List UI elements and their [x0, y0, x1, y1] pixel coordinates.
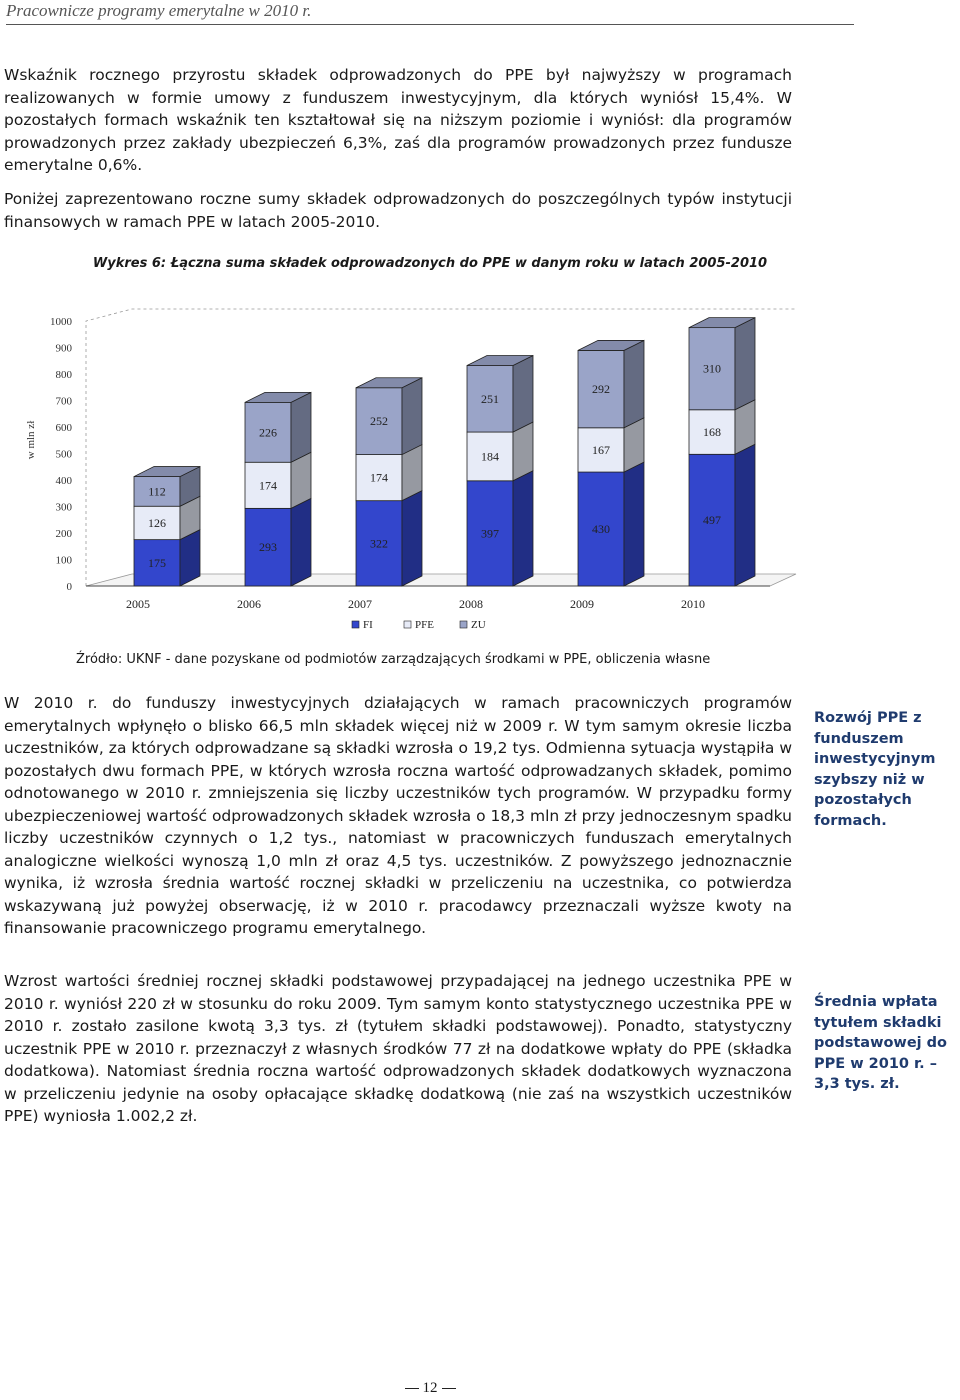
- x-tick-label: 2009: [570, 597, 594, 611]
- x-tick-label: 2005: [126, 597, 150, 611]
- y-tick-label: 0: [66, 581, 72, 593]
- page-number-value: 12: [422, 1380, 438, 1396]
- page-header: [6, 0, 854, 25]
- paragraph-2: Poniżej zaprezentowano roczne sumy składek odprowadzonych do poszczególnych typów instytucji finansowych w ramach PPE w latach 2005-2010.: [4, 190, 792, 231]
- chart-source: Źródło: UKNF - dane pozyskane od podmiotów zarządzających środkami w PPE, obliczenia własne: [76, 652, 711, 667]
- data-label-zu-2009: 292: [592, 382, 610, 397]
- sidenote-average-contribution: Średnia wpłata tytułem składki podstawowej do PPE w 2010 r. – 3,3 tys. zł.: [814, 994, 948, 1092]
- stacked-bar-chart: [0, 280, 860, 650]
- data-label-fi-2008: 397: [481, 526, 499, 541]
- data-label-fi-2006: 293: [259, 540, 277, 555]
- legend-swatch-pfe: [404, 621, 411, 628]
- data-label-pfe-2007: 174: [370, 470, 388, 485]
- bar-side-fi-2008: [513, 471, 533, 586]
- page-number: [400, 1380, 460, 1397]
- x-tick-label: 2010: [681, 597, 705, 611]
- y-tick-label: 700: [55, 395, 72, 408]
- data-label-fi-2010: 497: [703, 513, 721, 528]
- bar-side-fi-2010: [735, 444, 755, 586]
- y-tick-label: 900: [55, 342, 72, 355]
- y-axis-label: w mln zł: [25, 420, 37, 460]
- x-tick-label: 2006: [237, 597, 261, 611]
- paragraph-3: W 2010 r. do funduszy inwestycyjnych działających w ramach pracowniczych programów emerytalnych wpłynęło o blisko 66,5 mln składek więcej niż w 2009 r. W tym samym okresie liczba uczestników, za których odprowadzane są składki wzrosła o 19,2 tys. Odmienna sytuacja wystąpiła w pozostałych dwu formach PPE, w których wzrosła roczna wartość odprowadzanych składek, pomimo odnotowanego w 2010 r. zmniejszenia się liczby uczestników tych programów. W przypadku formy ubezpieczeniowej wartość odprowadzonych składek wzrosła o 18,3 mln zł przy jednoczesnym spadku liczby uczestników czynnych o 1,2 tys., natomiast w pracowniczych funduszach emerytalnych analogiczne wielkości wynoszą 1,0 mln zł oraz 4,5 tys. uczestników. Z powyższego jednoznacznie wynika, iż wzrosła średnia wartość rocznej składki w przeliczeniu na uczestnika, co potwierdza wskazywaną już powyżej obserwację, iż w 2010 r. pracodawcy przeznaczali wyższe kwoty na finansowanie pracowniczego programu emerytalnego.: [4, 694, 792, 937]
- data-label-pfe-2008: 184: [481, 449, 499, 464]
- data-label-fi-2005: 175: [148, 555, 166, 570]
- paragraph-4: Wzrost wartości średniej rocznej składki podstawowej przypadającej na jednego uczestnika PPE w 2010 r. wyniósł 220 zł w stosunku do roku 2009. Tym samym konto statystycznego uczestnika PPE w 2010 r. zostało zasilone kwotą 3,3 tys. zł (tytułem składki podstawowej). Ponadto, statystyczny uczestnik PPE w 2010 r. przeznaczył z własnych środków 77 zł na dodatkowe wpłaty do PPE (składka dodatkowa). Natomiast średnia roczna wartość odprowadzonych składek dodatkowych wyznaczona w przeliczeniu jedynie na osoby opłacające składkę dodatkową (nie zaś na wszystkich uczestników PPE) wyniosła 1.002,2 zł.: [4, 972, 792, 1125]
- data-label-pfe-2009: 167: [592, 442, 610, 457]
- y-tick-label: 800: [55, 369, 72, 381]
- data-label-zu-2007: 252: [370, 414, 388, 429]
- header-title: Pracownicze programy emerytalne w 2010 r.: [6, 1, 312, 20]
- data-label-zu-2010: 310: [703, 361, 721, 376]
- data-label-zu-2008: 251: [481, 391, 499, 406]
- data-label-pfe-2005: 126: [148, 515, 166, 530]
- data-label-pfe-2010: 168: [703, 425, 721, 440]
- bar-side-zu-2007: [402, 378, 422, 455]
- y-tick-label: 1000: [50, 316, 72, 328]
- y-tick-label: 500: [55, 448, 72, 461]
- x-tick-label: 2008: [459, 597, 483, 611]
- bar-side-zu-2008: [513, 356, 533, 433]
- y-tick-label: 200: [55, 528, 72, 540]
- bar-side-fi-2007: [402, 491, 422, 586]
- sidenote-fund-growth: Rozwój PPE z funduszem inwestycyjnym szybszy niż w pozostałych formach.: [814, 710, 936, 829]
- y-tick-label: 400: [55, 475, 72, 487]
- bar-side-zu-2009: [624, 340, 644, 427]
- y-tick-label: 600: [55, 422, 72, 434]
- bar-side-fi-2009: [624, 462, 644, 586]
- data-label-zu-2005: 112: [148, 484, 166, 499]
- y-tick-label: 300: [55, 501, 72, 514]
- bar-side-zu-2010: [735, 318, 755, 410]
- chart-title: Wykres 6: Łączna suma składek odprowadzonych do PPE w danym roku w latach 2005-2010: [92, 256, 768, 271]
- legend-label-fi: FI: [363, 619, 373, 631]
- data-label-fi-2007: 322: [370, 536, 388, 551]
- y-tick-label: 100: [55, 554, 72, 567]
- paragraph-1: Wskaźnik rocznego przyrostu składek odprowadzonych do PPE był najwyższy w programach realizowanych w formie umowy z funduszem inwestycyjnym, dla których wyniósł 15,4%. W pozostałych formach wskaźnik ten kształtował się na niższym poziomie i wyniósł: dla programów prowadzonych przez zakłady ubezpieczeń 6,3%, zaś dla programów prowadzonych przez fundusze emerytalne 0,6%.: [4, 66, 792, 174]
- data-label-pfe-2006: 174: [259, 478, 277, 493]
- data-label-fi-2009: 430: [592, 522, 610, 537]
- legend-label-zu: ZU: [471, 619, 486, 631]
- legend-swatch-fi: [352, 621, 359, 628]
- bar-side-zu-2006: [291, 392, 311, 462]
- legend-label-pfe: PFE: [415, 619, 434, 631]
- bar-side-fi-2006: [291, 498, 311, 586]
- data-label-zu-2006: 226: [259, 425, 277, 440]
- legend-swatch-zu: [460, 621, 467, 628]
- x-tick-label: 2007: [348, 597, 372, 611]
